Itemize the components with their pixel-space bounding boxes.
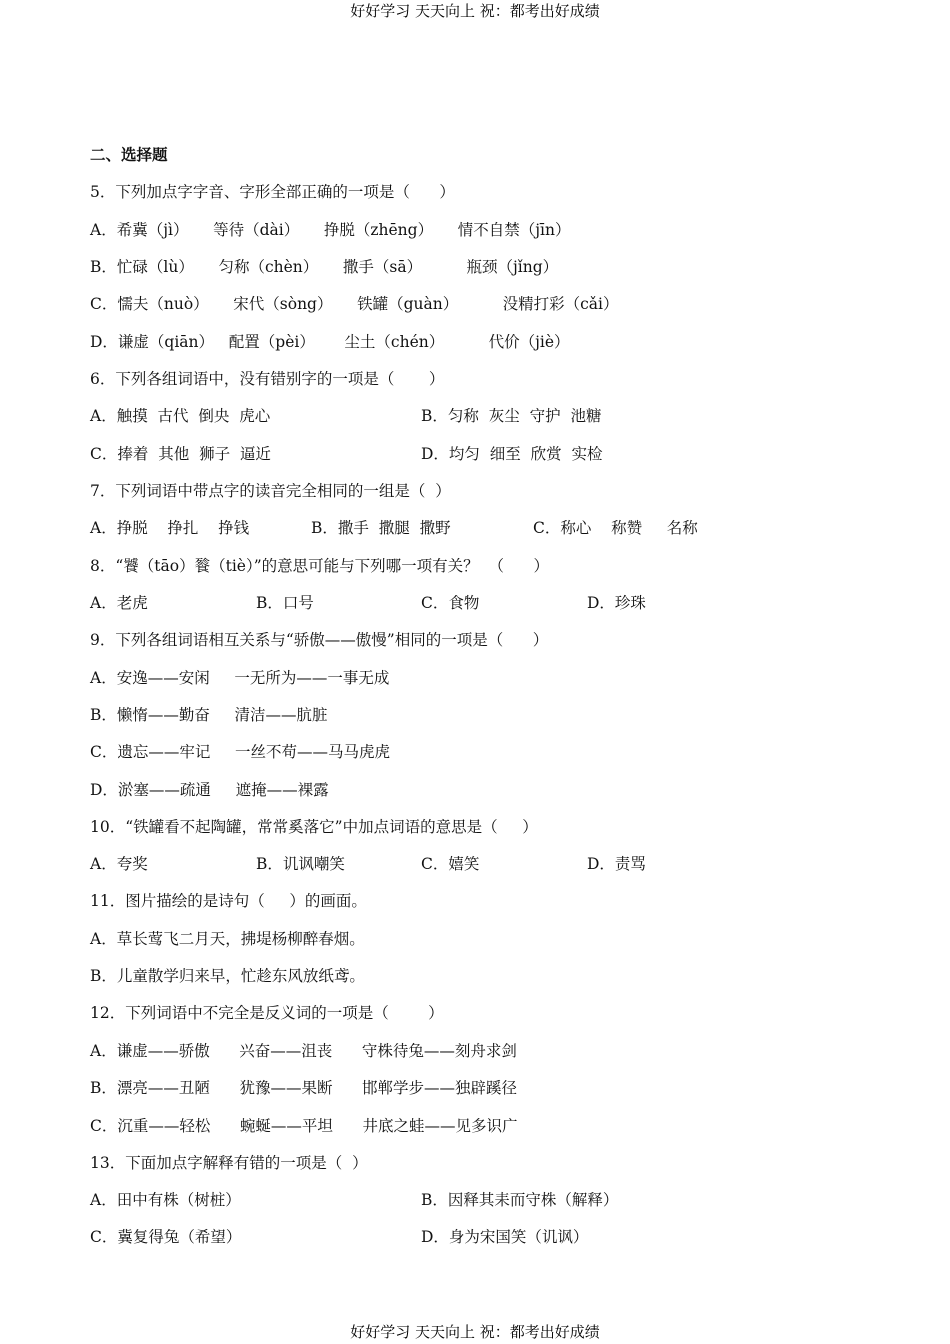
q7-option-b: B．撒手 撒腿 撒野 [311, 519, 451, 537]
q7-stem: 7．下列词语中带点字的读音完全相同的一组是（ ） [90, 482, 451, 500]
q9-option-c: C．遗忘——牢记 一丝不苟——马马虎虎 [90, 743, 390, 761]
q5-option-a: A．希冀（jì） 等待（dài） 挣脱（zhēng） 情不自禁（jīn） [90, 221, 571, 239]
q6-option-a: A．触摸 古代 倒央 虎心 [90, 407, 271, 425]
q10-stem: 10．“铁罐看不起陶罐，常常奚落它”中加点词语的意思是（ ） [90, 818, 538, 836]
q6-option-c: C．捧着 其他 狮子 逼近 [90, 445, 271, 463]
q13-option-d: D．身为宋国笑（讥讽） [421, 1228, 589, 1246]
q13-option-a: A．田中有株（树桩） [90, 1191, 241, 1209]
q6-stem: 6．下列各组词语中，没有错别字的一项是（ ） [90, 370, 445, 388]
q7-option-a: A．挣脱 挣扎 挣钱 [90, 519, 250, 537]
q5-option-b: B．忙碌（lù） 匀称（chèn） 撒手（sā） 瓶颈（jǐng） [90, 258, 559, 276]
q10-option-b: B．讥讽嘲笑 [256, 855, 345, 873]
q10-option-a: A．夸奖 [90, 855, 148, 873]
q6-option-b: B．匀称 灰尘 守护 池糖 [421, 407, 602, 425]
q12-option-a: A．谦虚——骄傲 兴奋——沮丧 守株待兔——刻舟求剑 [90, 1042, 517, 1060]
q13-option-b: B．因释其耒而守株（解释） [421, 1191, 619, 1209]
q12-option-b: B．漂亮——丑陋 犹豫——果断 邯郸学步——独辟蹊径 [90, 1079, 518, 1097]
q5-stem: 5．下列加点字字音、字形全部正确的一项是（ ） [90, 183, 455, 201]
q5-option-c: C．懦夫（nuò） 宋代（sòng） 铁罐（guàn） 没精打彩（cǎi） [90, 295, 619, 313]
q11-stem: 11．图片描绘的是诗句（ ）的画面。 [90, 892, 367, 910]
page-footer: 好好学习 天天向上 祝：都考出好成绩 [350, 1323, 600, 1341]
q9-option-b: B．懒惰——勤奋 清洁——肮脏 [90, 706, 328, 724]
q8-stem: 8．“饕（tāo）餮（tiè）”的意思可能与下列哪一项有关？ （ ） [90, 557, 550, 575]
q9-stem: 9．下列各组词语相互关系与“骄傲——傲慢”相同的一项是（ ） [90, 631, 549, 649]
q11-option-b: B．儿童散学归来早，忙趁东风放纸鸢。 [90, 967, 365, 985]
q5-option-d: D．谦虚（qiān） 配置（pèi） 尘土（chén） 代价（jiè） [90, 333, 570, 351]
q8-option-c: C．食物 [421, 594, 480, 612]
q9-option-a: A．安逸——安闲 一无所为——一事无成 [90, 669, 390, 687]
q11-option-a: A．草长莺飞二月天，拂堤杨柳醉春烟。 [90, 930, 365, 948]
q13-stem: 13．下面加点字解释有错的一项是（ ） [90, 1154, 368, 1172]
q10-option-c: C．嬉笑 [421, 855, 480, 873]
q6-option-d: D．均匀 细至 欣赏 实检 [421, 445, 603, 463]
q12-stem: 12．下列词语中不完全是反义词的一项是（ ） [90, 1004, 444, 1022]
q12-option-c: C．沉重——轻松 蜿蜒——平坦 井底之蛙——见多识广 [90, 1117, 518, 1135]
q7-option-c: C．称心 称赞 名称 [533, 519, 698, 537]
section-title: 二、选择题 [90, 146, 168, 164]
q8-option-d: D．珍珠 [587, 594, 646, 612]
q8-option-b: B．口号 [256, 594, 314, 612]
q13-option-c: C．冀复得兔（希望） [90, 1228, 242, 1246]
q9-option-d: D．淤塞——疏通 遮掩——裸露 [90, 781, 329, 799]
q10-option-d: D．责骂 [587, 855, 646, 873]
q8-option-a: A．老虎 [90, 594, 148, 612]
page-header: 好好学习 天天向上 祝：都考出好成绩 [350, 2, 600, 20]
